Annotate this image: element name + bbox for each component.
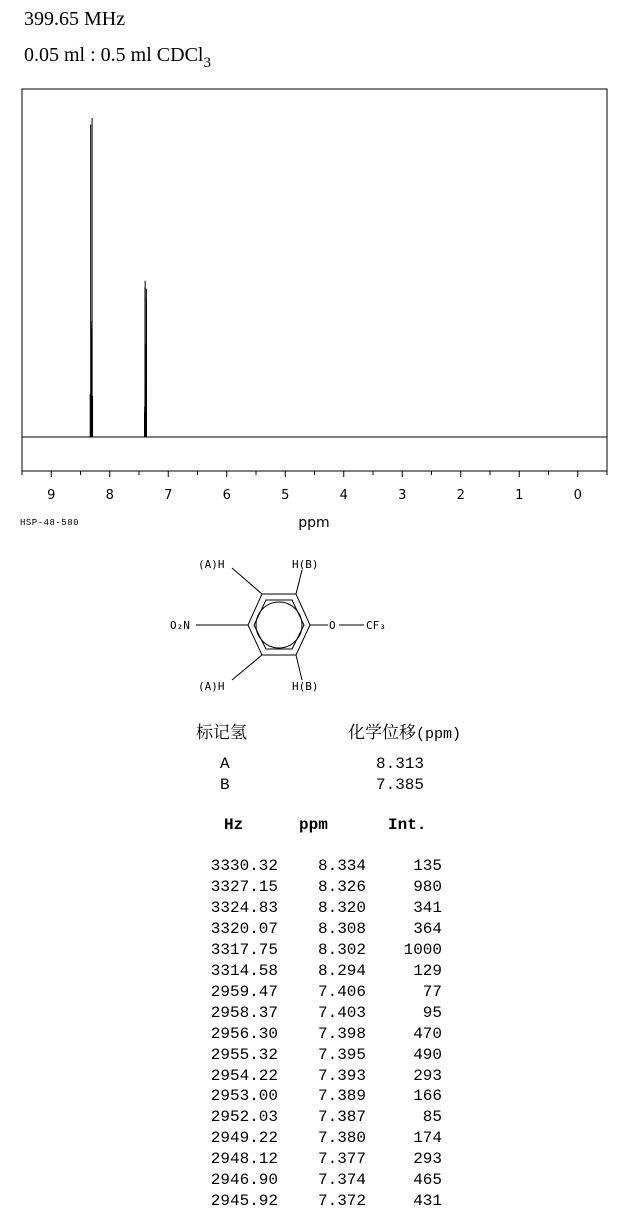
peak-ppm: 7.398 [317,1024,366,1043]
peak-ppm: 7.406 [317,982,366,1001]
peak-hz: 2946.90 [210,1171,278,1190]
peak-intensity: 95 [422,1003,442,1022]
peak-ppm: 7.395 [317,1045,366,1064]
assignment-label-a: A [220,755,230,773]
assignment-shift-a: 8.313 [376,755,425,773]
assignment-header-shift-text: 化学位移 [348,723,416,743]
peak-hz: 3320.07 [210,919,278,938]
benzene-ring [248,594,310,655]
solvent-subscript: 3 [203,55,211,71]
benzene-inner-ring [254,600,304,649]
peak-intensity: 166 [413,1087,442,1106]
peak-intensity: 293 [413,1066,442,1085]
peak-intensity: 1000 [403,940,442,959]
peak-ppm: 8.326 [317,877,366,896]
bond-top-left [232,568,262,594]
x-tick-label: 9 [47,488,56,503]
peak-intensity: 431 [413,1192,442,1211]
aromatic-circle [256,602,302,648]
label-ha-top: (A)H [198,558,225,571]
nmr-spectrum-chart [0,0,626,545]
assignment-shift-b: 7.385 [376,776,425,794]
peak-ppm: 7.374 [317,1171,366,1190]
peak-intensity: 465 [413,1171,442,1190]
peak-hz: 2954.22 [210,1066,278,1085]
x-tick-label: 2 [456,488,465,503]
label-hb-top: H(B) [292,558,319,571]
label-oxygen: O [329,619,336,632]
assignment-label-b: B [220,776,230,794]
x-tick-label: 5 [281,488,290,503]
peak-hz: 3330.32 [210,857,278,875]
peak-ppm: 8.302 [317,940,366,959]
assignment-header-label: 标记氢 [196,723,247,743]
peak-hz: 2945.92 [210,1192,278,1211]
bond-bottom-left [232,655,262,680]
peak-table-header-hz: Hz [224,816,244,834]
bond-bottom-right [296,655,302,680]
peak-intensity: 135 [413,857,442,875]
x-tick-label: 4 [339,488,348,503]
peak-intensity: 364 [413,919,442,938]
peak-hz: 2958.37 [210,1003,278,1022]
peak-hz: 3317.75 [210,940,278,959]
bond-top-right [296,570,302,594]
peak-intensity: 129 [413,961,442,980]
peak-intensity: 293 [413,1150,442,1169]
label-hb-bottom: H(B) [292,680,319,693]
peak-ppm: 7.389 [317,1087,366,1106]
x-axis-ticks [22,471,607,503]
peak-ppm: 7.372 [317,1192,366,1211]
peak-ppm: 7.393 [317,1066,366,1085]
assignment-header-shift [348,718,461,743]
peak-intensity: 85 [422,1108,442,1127]
spectrum-code: HSP-48-580 [20,518,80,528]
peak-ppm: 8.308 [317,919,366,938]
peak-ppm: 7.387 [317,1108,366,1127]
peak-intensity: 490 [413,1045,442,1064]
peak-ppm: 8.334 [317,857,366,875]
peak-hz: 2959.47 [210,982,278,1001]
peak-hz: 2952.03 [210,1108,278,1127]
peak-ppm: 7.380 [317,1129,366,1148]
x-tick-label: 7 [164,488,173,503]
x-tick-label: 6 [222,488,231,503]
peak-intensity: 174 [413,1129,442,1148]
x-tick-label: 0 [573,488,582,503]
peak-hz: 3324.83 [210,898,278,917]
peak-intensity: 77 [422,982,442,1001]
peak-table-header-int: Int. [388,816,427,834]
x-tick-label: 1 [515,488,524,503]
peak-layer [90,118,146,437]
label-cf3: CF₃ [366,619,386,632]
spectrometer-frequency: 399.65 MHz [24,8,126,30]
chemical-structure [160,548,420,698]
peak-hz: 2955.32 [210,1045,278,1064]
peak-hz: 3327.15 [210,877,278,896]
x-tick-label: 8 [105,488,114,503]
peak-ppm: 8.294 [317,961,366,980]
solvent-text: 0.05 ml : 0.5 ml CDCl [24,44,204,66]
x-axis-label: ppm [298,515,330,531]
peak-intensity: 470 [413,1024,442,1043]
peak-hz: 2953.00 [210,1087,278,1106]
peak-intensity: 980 [413,877,442,896]
peak-hz: 3314.58 [210,961,278,980]
peak-ppm: 7.403 [317,1003,366,1022]
assignment-header-shift-unit: (ppm) [416,726,462,743]
peak-hz: 2949.22 [210,1129,278,1148]
label-ha-bottom: (A)H [198,680,225,693]
peak-intensity: 341 [413,898,442,917]
x-tick-label: 3 [398,488,407,503]
peak-table-header-ppm: ppm [299,816,328,834]
plot-frame [22,89,607,471]
peak-hz: 2956.30 [210,1024,278,1043]
peak-ppm: 7.377 [317,1150,366,1169]
label-nitro: O₂N [170,619,190,632]
peak-hz: 2948.12 [210,1150,278,1169]
peak-ppm: 8.320 [317,898,366,917]
